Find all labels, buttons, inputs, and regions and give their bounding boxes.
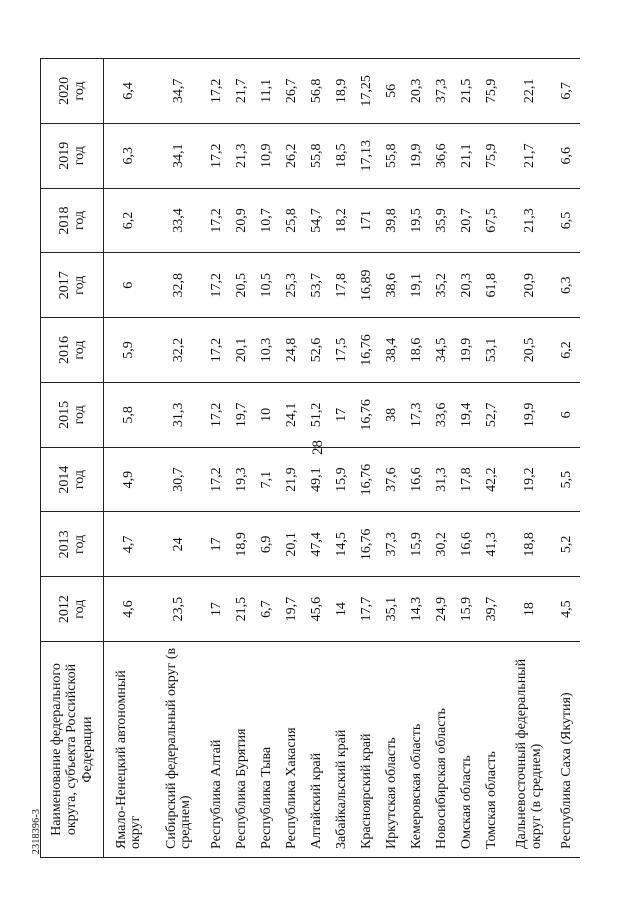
row-name-cell: Новосибирская область bbox=[430, 642, 455, 858]
header-year-2 bbox=[41, 447, 104, 512]
value-cell: 35,9 bbox=[430, 188, 455, 253]
header-year-1 bbox=[41, 512, 104, 577]
header-year-unit: год bbox=[72, 470, 87, 490]
value-cell: 21,7 bbox=[505, 123, 555, 188]
value-cell: 24,1 bbox=[280, 382, 305, 447]
value-cell: 10 bbox=[255, 382, 280, 447]
value-cell: 7,1 bbox=[255, 447, 280, 512]
header-year-4 bbox=[41, 318, 104, 383]
table-row bbox=[380, 59, 405, 858]
value-cell: 16,89 bbox=[355, 253, 380, 318]
value-cell: 17,8 bbox=[330, 253, 355, 318]
value-cell: 16,76 bbox=[355, 318, 380, 383]
value-cell: 26,2 bbox=[280, 123, 305, 188]
value-cell: 34,5 bbox=[430, 318, 455, 383]
table-row bbox=[455, 59, 480, 858]
value-cell: 15,9 bbox=[330, 447, 355, 512]
value-cell: 17,2 bbox=[204, 123, 229, 188]
header-year-value: 2013 bbox=[56, 530, 72, 559]
header-year-value: 2016 bbox=[56, 336, 72, 365]
table-row bbox=[104, 59, 155, 858]
value-cell: 18,8 bbox=[505, 512, 555, 577]
value-cell: 25,8 bbox=[280, 188, 305, 253]
value-cell: 4,5 bbox=[555, 577, 580, 642]
table-row bbox=[230, 59, 255, 858]
value-cell: 21,3 bbox=[230, 123, 255, 188]
value-cell: 5,5 bbox=[555, 447, 580, 512]
value-cell: 42,2 bbox=[480, 447, 505, 512]
header-year-unit: год bbox=[72, 81, 87, 101]
value-cell: 16,6 bbox=[405, 447, 430, 512]
value-cell: 10,7 bbox=[255, 188, 280, 253]
value-cell: 19,7 bbox=[230, 382, 255, 447]
value-cell: 38,6 bbox=[380, 253, 405, 318]
value-cell: 20,5 bbox=[505, 318, 555, 383]
row-name-cell: Кемеровская область bbox=[405, 642, 430, 858]
header-year-8 bbox=[41, 59, 104, 124]
value-cell: 32,8 bbox=[154, 253, 204, 318]
value-cell: 21,5 bbox=[230, 577, 255, 642]
row-name-cell: Республика Бурятия bbox=[230, 642, 255, 858]
value-cell: 6,4 bbox=[104, 59, 155, 124]
value-cell: 56 bbox=[380, 59, 405, 124]
value-cell: 10,5 bbox=[255, 253, 280, 318]
table-row bbox=[355, 59, 380, 858]
value-cell: 39,8 bbox=[380, 188, 405, 253]
value-cell: 17,7 bbox=[355, 577, 380, 642]
table-sheet bbox=[40, 58, 580, 858]
value-cell: 18,9 bbox=[330, 59, 355, 124]
value-cell: 38 bbox=[380, 382, 405, 447]
value-cell: 10,3 bbox=[255, 318, 280, 383]
table-row bbox=[405, 59, 430, 858]
value-cell: 6,5 bbox=[555, 188, 580, 253]
value-cell: 20,7 bbox=[455, 188, 480, 253]
value-cell: 53,7 bbox=[305, 253, 330, 318]
value-cell: 21,3 bbox=[505, 188, 555, 253]
header-year-value: 2018 bbox=[56, 206, 72, 235]
value-cell: 18,2 bbox=[330, 188, 355, 253]
table-row bbox=[505, 59, 555, 858]
value-cell: 26,7 bbox=[280, 59, 305, 124]
row-name-cell: Дальневосточный федеральный округ (в среднем) bbox=[505, 642, 555, 858]
table-row bbox=[154, 59, 204, 858]
value-cell: 17,8 bbox=[455, 447, 480, 512]
value-cell: 5,9 bbox=[104, 318, 155, 383]
value-cell: 5,8 bbox=[104, 382, 155, 447]
value-cell: 15,9 bbox=[405, 512, 430, 577]
value-cell: 56,8 bbox=[305, 59, 330, 124]
value-cell: 30,7 bbox=[154, 447, 204, 512]
value-cell: 31,3 bbox=[430, 447, 455, 512]
header-year-unit: год bbox=[72, 146, 87, 166]
value-cell: 22,1 bbox=[505, 59, 555, 124]
header-year-0 bbox=[41, 577, 104, 642]
value-cell: 18,6 bbox=[405, 318, 430, 383]
value-cell: 20,5 bbox=[230, 253, 255, 318]
value-cell: 4,7 bbox=[104, 512, 155, 577]
value-cell: 16,6 bbox=[455, 512, 480, 577]
value-cell: 17,25 bbox=[355, 59, 380, 124]
row-name-cell: Ямало-Ненецкий автономный округ bbox=[104, 642, 155, 858]
value-cell: 20,1 bbox=[280, 512, 305, 577]
value-cell: 19,1 bbox=[405, 253, 430, 318]
value-cell: 61,8 bbox=[480, 253, 505, 318]
row-name-cell: Сибирский федеральный округ (в среднем) bbox=[154, 642, 204, 858]
header-year-unit: год bbox=[72, 405, 87, 425]
value-cell: 5,2 bbox=[555, 512, 580, 577]
value-cell: 16,76 bbox=[355, 512, 380, 577]
value-cell: 35,2 bbox=[430, 253, 455, 318]
value-cell: 21,9 bbox=[280, 447, 305, 512]
value-cell: 15,9 bbox=[455, 577, 480, 642]
value-cell: 19,5 bbox=[405, 188, 430, 253]
row-name-cell: Республика Тыва bbox=[255, 642, 280, 858]
header-year-5 bbox=[41, 253, 104, 318]
value-cell: 17,3 bbox=[405, 382, 430, 447]
table-body bbox=[104, 59, 581, 858]
row-name-cell: Иркутская область bbox=[380, 642, 405, 858]
value-cell: 53,1 bbox=[480, 318, 505, 383]
header-year-value: 2014 bbox=[56, 465, 72, 494]
header-year-unit: год bbox=[72, 210, 87, 231]
value-cell: 21,1 bbox=[455, 123, 480, 188]
value-cell: 21,5 bbox=[455, 59, 480, 124]
value-cell: 55,8 bbox=[380, 123, 405, 188]
header-year-value: 2015 bbox=[56, 400, 72, 429]
value-cell: 6 bbox=[104, 253, 155, 318]
page-number: 28 bbox=[310, 440, 326, 455]
value-cell: 38,4 bbox=[380, 318, 405, 383]
header-year-7 bbox=[41, 123, 104, 188]
value-cell: 17,5 bbox=[330, 318, 355, 383]
value-cell: 6,6 bbox=[555, 123, 580, 188]
table-row bbox=[280, 59, 305, 858]
value-cell: 14,3 bbox=[405, 577, 430, 642]
value-cell: 20,3 bbox=[405, 59, 430, 124]
table-row bbox=[255, 59, 280, 858]
value-cell: 18,9 bbox=[230, 512, 255, 577]
row-name-cell: Омская область bbox=[455, 642, 480, 858]
table-row bbox=[305, 59, 330, 858]
header-year-unit: год bbox=[72, 599, 87, 619]
value-cell: 19,4 bbox=[455, 382, 480, 447]
value-cell: 19,9 bbox=[405, 123, 430, 188]
value-cell: 6,9 bbox=[255, 512, 280, 577]
value-cell: 52,7 bbox=[480, 382, 505, 447]
rotated-table-wrapper bbox=[40, 58, 580, 858]
value-cell: 39,7 bbox=[480, 577, 505, 642]
value-cell: 6,3 bbox=[104, 123, 155, 188]
document-code: 2318396-3 bbox=[31, 808, 43, 855]
value-cell: 20,1 bbox=[230, 318, 255, 383]
value-cell: 17 bbox=[330, 382, 355, 447]
value-cell: 75,9 bbox=[480, 59, 505, 124]
value-cell: 10,9 bbox=[255, 123, 280, 188]
value-cell: 24 bbox=[154, 512, 204, 577]
value-cell: 20,9 bbox=[230, 188, 255, 253]
value-cell: 18,5 bbox=[330, 123, 355, 188]
value-cell: 24,8 bbox=[280, 318, 305, 383]
value-cell: 6,2 bbox=[104, 188, 155, 253]
value-cell: 6,2 bbox=[555, 318, 580, 383]
value-cell: 51,2 bbox=[305, 382, 330, 447]
value-cell: 49,1 bbox=[305, 447, 330, 512]
value-cell: 52,6 bbox=[305, 318, 330, 383]
header-year-unit: год bbox=[72, 275, 87, 295]
value-cell: 19,9 bbox=[505, 382, 555, 447]
value-cell: 6,7 bbox=[255, 577, 280, 642]
value-cell: 37,6 bbox=[380, 447, 405, 512]
value-cell: 17 bbox=[204, 577, 229, 642]
value-cell: 11,1 bbox=[255, 59, 280, 124]
row-name-cell: Республика Алтай bbox=[204, 642, 229, 858]
table-header-row bbox=[41, 59, 104, 858]
value-cell: 6,7 bbox=[555, 59, 580, 124]
value-cell: 41,3 bbox=[480, 512, 505, 577]
value-cell: 23,5 bbox=[154, 577, 204, 642]
value-cell: 47,4 bbox=[305, 512, 330, 577]
data-table bbox=[40, 58, 580, 858]
value-cell: 17,2 bbox=[204, 253, 229, 318]
header-year-value: 2020 bbox=[56, 76, 72, 105]
header-year-3 bbox=[41, 382, 104, 447]
value-cell: 75,9 bbox=[480, 123, 505, 188]
value-cell: 171 bbox=[355, 188, 380, 253]
value-cell: 54,7 bbox=[305, 188, 330, 253]
value-cell: 17,2 bbox=[204, 188, 229, 253]
value-cell: 19,2 bbox=[505, 447, 555, 512]
value-cell: 17,2 bbox=[204, 382, 229, 447]
value-cell: 17,13 bbox=[355, 123, 380, 188]
row-name-cell: Республика Хакасия bbox=[280, 642, 305, 858]
table-row bbox=[204, 59, 229, 858]
value-cell: 32,2 bbox=[154, 318, 204, 383]
value-cell: 35,1 bbox=[380, 577, 405, 642]
value-cell: 17,2 bbox=[204, 447, 229, 512]
header-year-unit: год bbox=[72, 340, 87, 360]
value-cell: 33,6 bbox=[430, 382, 455, 447]
table-row bbox=[330, 59, 355, 858]
value-cell: 21,7 bbox=[230, 59, 255, 124]
value-cell: 17 bbox=[204, 512, 229, 577]
header-year-6 bbox=[41, 188, 104, 253]
value-cell: 16,76 bbox=[355, 447, 380, 512]
value-cell: 55,8 bbox=[305, 123, 330, 188]
header-year-value: 2012 bbox=[56, 595, 72, 624]
value-cell: 20,3 bbox=[455, 253, 480, 318]
row-name-cell: Красноярский край bbox=[355, 642, 380, 858]
value-cell: 37,3 bbox=[430, 59, 455, 124]
value-cell: 6,3 bbox=[555, 253, 580, 318]
header-year-value: 2019 bbox=[56, 141, 72, 170]
table-row bbox=[555, 59, 580, 858]
value-cell: 4,9 bbox=[104, 447, 155, 512]
value-cell: 34,7 bbox=[154, 59, 204, 124]
row-name-cell: Республика Саха (Якутия) bbox=[555, 642, 580, 858]
header-year-unit: год bbox=[72, 534, 87, 554]
value-cell: 36,6 bbox=[430, 123, 455, 188]
table-row bbox=[430, 59, 455, 858]
value-cell: 19,7 bbox=[280, 577, 305, 642]
value-cell: 17,2 bbox=[204, 318, 229, 383]
value-cell: 24,9 bbox=[430, 577, 455, 642]
value-cell: 67,5 bbox=[480, 188, 505, 253]
value-cell: 45,6 bbox=[305, 577, 330, 642]
value-cell: 20,9 bbox=[505, 253, 555, 318]
value-cell: 19,3 bbox=[230, 447, 255, 512]
value-cell: 17,2 bbox=[204, 59, 229, 124]
value-cell: 25,3 bbox=[280, 253, 305, 318]
table-row bbox=[480, 59, 505, 858]
value-cell: 14,5 bbox=[330, 512, 355, 577]
value-cell: 6 bbox=[555, 382, 580, 447]
value-cell: 33,4 bbox=[154, 188, 204, 253]
value-cell: 31,3 bbox=[154, 382, 204, 447]
value-cell: 14 bbox=[330, 577, 355, 642]
value-cell: 37,3 bbox=[380, 512, 405, 577]
row-name-cell: Алтайский край bbox=[305, 642, 330, 858]
value-cell: 18 bbox=[505, 577, 555, 642]
value-cell: 16,76 bbox=[355, 382, 380, 447]
value-cell: 34,1 bbox=[154, 123, 204, 188]
header-name-column: Наименование федерального округа, субъекта Российской Федерации bbox=[41, 642, 104, 858]
value-cell: 19,9 bbox=[455, 318, 480, 383]
header-year-value: 2017 bbox=[56, 271, 72, 300]
row-name-cell: Томская область bbox=[480, 642, 505, 858]
value-cell: 30,2 bbox=[430, 512, 455, 577]
row-name-cell: Забайкальский край bbox=[330, 642, 355, 858]
value-cell: 4,6 bbox=[104, 577, 155, 642]
